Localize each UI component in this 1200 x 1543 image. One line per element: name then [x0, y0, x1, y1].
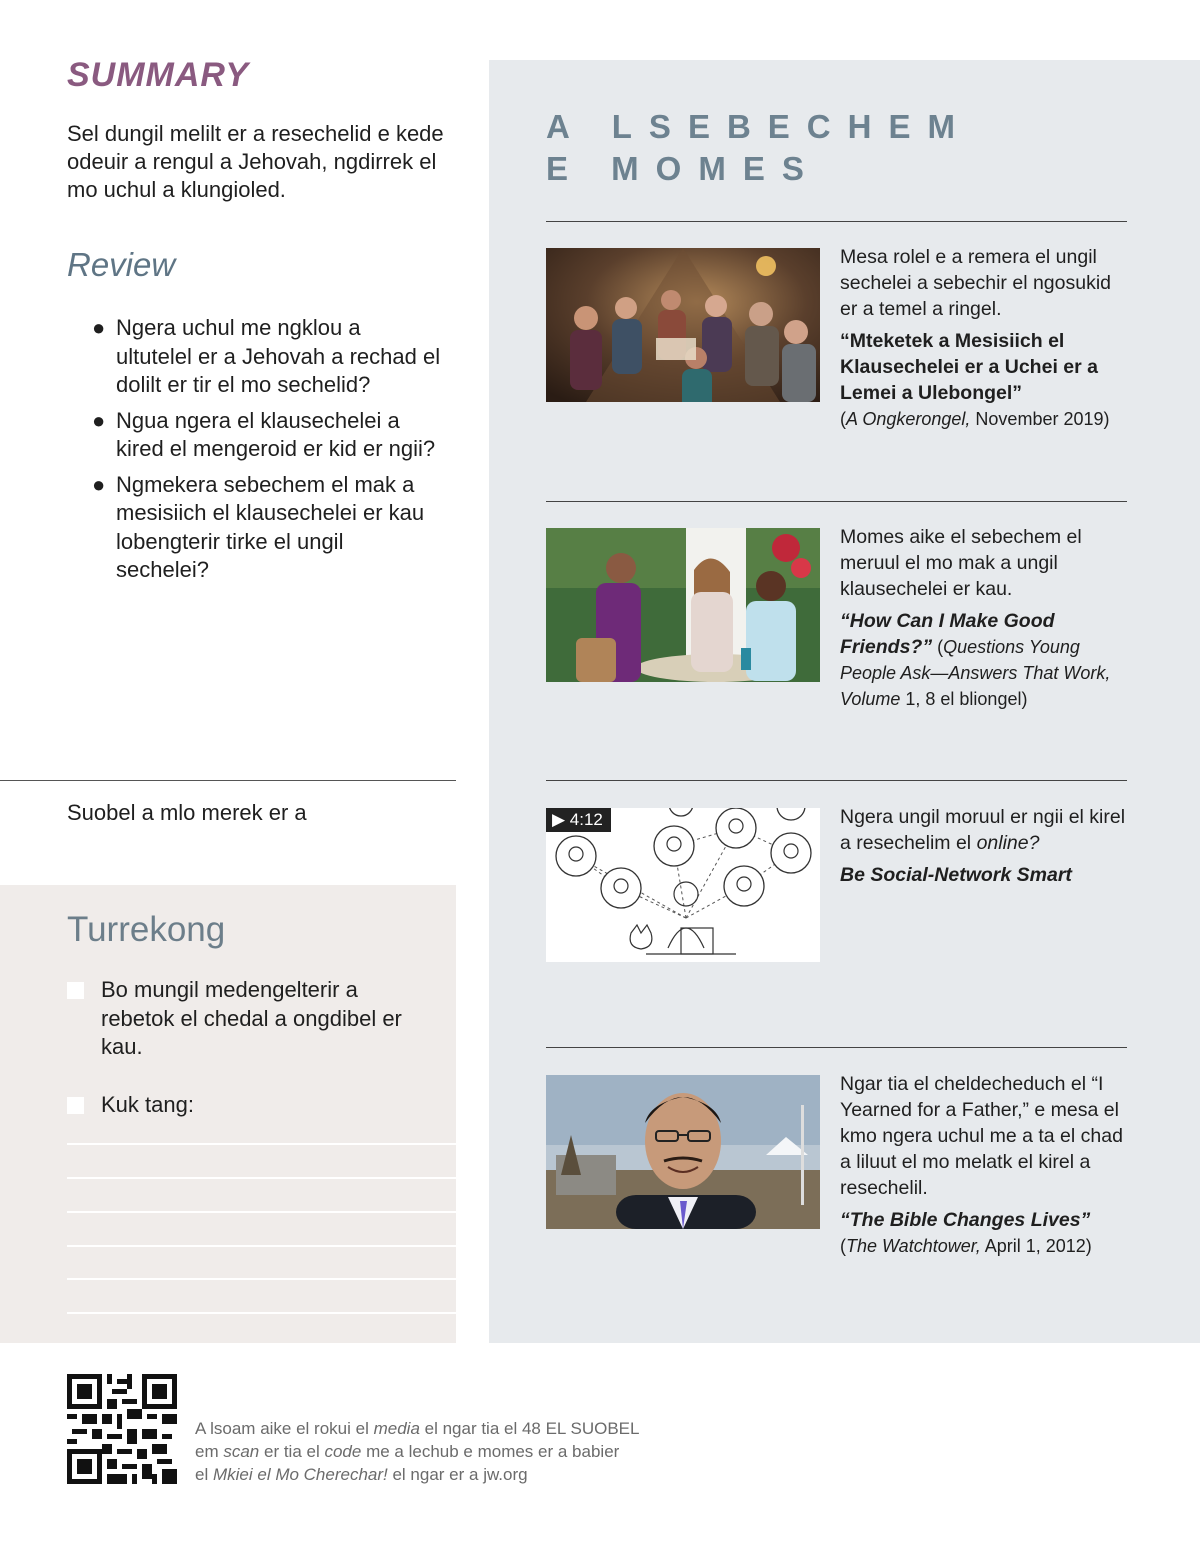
resource-text [840, 1071, 1130, 1259]
source-paren: ( [840, 1236, 846, 1256]
checkbox[interactable] [67, 982, 84, 999]
resource-text [840, 804, 1130, 888]
explore-heading [546, 106, 972, 190]
resource-title-link[interactable]: “Mteketek a Mesisiich el Klausechelei er a Uchei er a Lemei a Ulebongel” [840, 330, 1098, 404]
footer-text-part: er tia el [259, 1442, 325, 1461]
footer-text-part: scan [223, 1442, 260, 1461]
resource-text [840, 524, 1130, 712]
footer-text-part: el ngar tia el 48 EL SUOBEL [419, 1419, 640, 1438]
resource-title-link[interactable]: “How Can I Make Good Friends?” [840, 610, 1055, 658]
resource-text [840, 244, 1130, 432]
checkbox[interactable] [67, 1097, 84, 1114]
summary-heading: SUMMARY [67, 56, 250, 94]
review-item [92, 407, 442, 464]
review-item-text: Ngua ngera el klausechelei a kired el mengeroid er kid er ngii? [116, 407, 436, 461]
resource-description [840, 804, 1130, 856]
writing-line[interactable] [67, 1177, 456, 1179]
bullet-icon: ● [92, 407, 106, 433]
source-date: November 2019) [970, 409, 1110, 429]
resource-citation [840, 608, 1130, 712]
video-duration-badge: ▶ 4:12 [546, 808, 611, 832]
footer-text-part: el [195, 1465, 213, 1484]
review-heading: Review [67, 246, 176, 283]
writing-line[interactable] [67, 1211, 456, 1213]
item-divider [546, 780, 1127, 781]
review-item-text: Ngmekera sebechem el mak a mesisiich el klausechelei er kau lobengterir tirke el ungil sechelei? [116, 471, 425, 582]
resource-description: Mesa rolel e a remera el ungil sechelei a sebechir el ngosukid er a temel a ringel. [840, 246, 1112, 320]
resource-title-link[interactable]: Be Social-Network Smart [840, 864, 1072, 886]
writing-line[interactable] [67, 1312, 456, 1314]
footer-line-1 [195, 1417, 715, 1440]
footer-note [195, 1417, 715, 1486]
bullet-icon: ● [92, 315, 106, 340]
source-publication: Questions Young People Ask—Answers That Work, Volume [840, 637, 1111, 709]
goals-heading: Turrekong [67, 910, 226, 949]
resource-description: Momes aike el sebechem el meruul el mo mak a ungil klausechelei er kau. [840, 526, 1082, 600]
review-item-text: Ngera uchul me ngklou a ultutelel er a Jehovah a rechad el dolilt er tir el mo sechelid? [116, 315, 441, 397]
writing-line[interactable] [67, 1143, 456, 1145]
footer-text-part: media [373, 1419, 420, 1438]
resource-description: Ngar tia el cheldecheduch el “I Yearned for a Father,” e mesa el kmo ngera uchul me a ta el chad a liluut el mo melatk el kirel a resechelil. [840, 1073, 1123, 1199]
review-item [92, 314, 442, 400]
footer-line-3 [195, 1463, 715, 1486]
lesson-completed-label: Suobel a mlo merek er a [67, 800, 307, 825]
friends-photo[interactable] [546, 528, 820, 682]
item-divider [546, 1047, 1127, 1048]
description-online: online? [976, 832, 1040, 854]
source-publication: The Watchtower, [846, 1236, 981, 1256]
writing-line[interactable] [67, 1278, 456, 1280]
source-publication: A Ongkerongel, [846, 409, 971, 429]
footer-text-part: el ngar er a jw.org [387, 1465, 528, 1484]
bullet-icon: ● [92, 471, 106, 497]
man-portrait-photo[interactable] [546, 1075, 820, 1229]
summary-text: Sel dungil melilt er a resechelid e kede odeuir a rengul a Jehovah, ngdirrek el mo uchul a klungioled. [67, 121, 444, 202]
source-chapter: 1, 8 el bliongel) [900, 689, 1028, 709]
social-network-video-thumbnail[interactable] [546, 808, 820, 962]
source-date: April 1, 2012) [980, 1236, 1092, 1256]
item-divider [546, 221, 1127, 222]
resource-source [840, 406, 1130, 432]
section-divider [0, 780, 456, 781]
explore-heading-line2: E MOMES [546, 150, 821, 187]
footer-text-part: em [195, 1442, 224, 1461]
explore-heading-line1: A LSEBECHEM [546, 108, 972, 145]
goal-task-text: Kuk tang: [101, 1092, 194, 1117]
footer-text-part: code [324, 1442, 362, 1461]
description-text: Ngera ungil moruul er ngii el kirel a resechelim el [840, 806, 1126, 854]
source-paren: ( [932, 637, 944, 657]
resource-source [840, 1233, 1130, 1259]
item-divider [546, 501, 1127, 502]
footer-line-2 [195, 1440, 715, 1463]
writing-line[interactable] [67, 1245, 456, 1247]
footer-text-part: A lsoam aike el rokui el [195, 1419, 374, 1438]
review-item [92, 471, 442, 585]
resource-title-link[interactable]: “The Bible Changes Lives” [840, 1209, 1091, 1231]
family-worship-photo[interactable] [546, 248, 820, 402]
review-list [92, 314, 442, 592]
qr-code-icon[interactable] [67, 1374, 177, 1484]
footer-text-part: Mkiei el Mo Cherechar! [212, 1465, 388, 1484]
goal-task-text: Bo mungil medengelterir a rebetok el chedal a ongdibel er kau. [101, 977, 402, 1059]
footer-text-part: me a lechub e momes er a babier [361, 1442, 620, 1461]
source-paren: ( [840, 409, 846, 429]
